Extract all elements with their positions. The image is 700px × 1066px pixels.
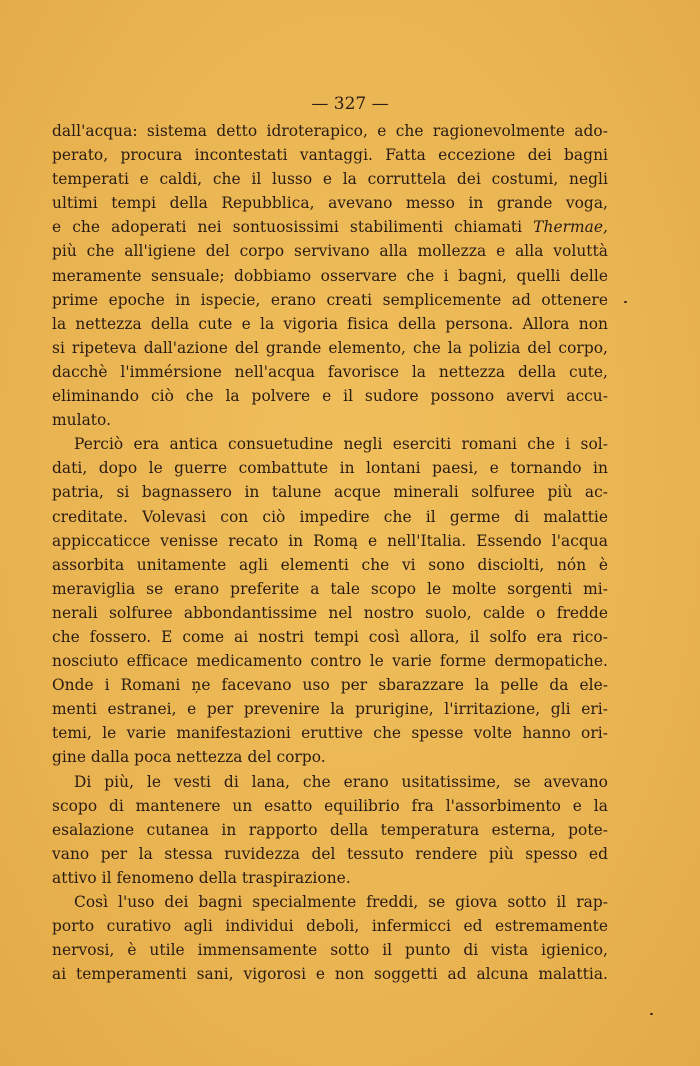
text-line-13: mulato. bbox=[52, 411, 112, 430]
text-line-23: nosciuto efficace medicamento contro le varie forme dermopatiche. bbox=[52, 652, 608, 671]
text-line-8: prime epoche in ispecie, erano creati semplicemente ad ottenere bbox=[52, 290, 608, 309]
text-line-12: eliminando ciò che la polvere e il sudore possono avervi accu- bbox=[52, 387, 608, 406]
text-line-16: patria, si bagnassero in talune acque minerali solfuree più ac- bbox=[52, 483, 608, 502]
text-line-14: Perciò era antica consuetudine negli eserciti romani che i sol- bbox=[74, 435, 608, 454]
text-line-34: porto curativo agli individui deboli, infermicci ed estremamente bbox=[52, 917, 608, 936]
text-line-31: vano per la stessa ruvidezza del tessuto rendere più spesso ed bbox=[52, 844, 608, 863]
text-line-18: appiccaticce venisse recato in Romą e nell'Italia. Essendo l'acqua bbox=[52, 531, 608, 550]
text-line-28: Di più, le vesti di lana, che erano usitatissime, se avevano bbox=[74, 772, 608, 791]
text-line-2: perato, procura incontestati vantaggi. Fatta eccezione dei bagni bbox=[52, 146, 608, 165]
text-line-27: gine dalla poca nettezza del corpo. bbox=[52, 748, 326, 767]
text-line-29: scopo di mantenere un esatto equilibrio fra l'assorbimento e la bbox=[52, 796, 608, 815]
text-line-9: la nettezza della cute e la vigoria fisica della persona. Allora non bbox=[52, 314, 608, 333]
text-line-21: nerali solfuree abbondantissime nel nostro suolo, calde o fredde bbox=[52, 603, 608, 622]
text-line-35: nervosi, è utile immensamente sotto il punto di vista igienico, bbox=[52, 941, 608, 960]
text-line-25: menti estranei, e per prevenire la prurigine, l'irritazione, gli eri- bbox=[52, 700, 608, 719]
text-line-6: più che all'igiene del corpo servivano alla mollezza e alla voluttà bbox=[52, 242, 608, 261]
page-number: — 327 — bbox=[311, 94, 389, 114]
text-line-33: Così l'uso dei bagni specialmente freddi, se giova sotto il rap- bbox=[74, 893, 608, 911]
text-line-36: ai temperamenti sani, vigorosi e non soggetti ad alcuna malattia. bbox=[52, 965, 608, 984]
text-line-1: dall'acqua: sistema detto idroterapico, e che ragionevolmente ado- bbox=[52, 122, 608, 140]
text-line-15: dati, dopo le guerre combattute in lontani paesi, e tornando in bbox=[52, 459, 608, 478]
text-line-4: ultimi tempi della Repubblica, avevano messo in grande voga, bbox=[52, 194, 608, 213]
italic-term-thermae: Thermae, bbox=[533, 218, 608, 237]
text-line-32: attivo il fenomeno della traspirazione. bbox=[52, 868, 351, 887]
body-text bbox=[52, 119, 608, 986]
text-line-22: che fossero. E come ai nostri tempi così allora, il solfo era rico- bbox=[52, 627, 608, 646]
text-line-10: si ripeteva dall'azione del grande elemento, che la polizia del corpo, bbox=[52, 338, 608, 357]
text-line-24: Onde i Romani ņe facevano uso per sbarazzare la pelle da ele- bbox=[52, 676, 608, 695]
text-line-17: creditate. Volevasi con ciò impedire che il germe di malattie bbox=[52, 507, 608, 526]
text-line-5 bbox=[52, 215, 608, 239]
text-line-30: esalazione cutanea in rapporto della temperatura esterna, pote- bbox=[52, 820, 608, 839]
text-line-20: meraviglia se erano preferite a tale scopo le molte sorgenti mi- bbox=[52, 579, 608, 598]
text-line-19: assorbita unitamente agli elementi che vi sono disciolti, nón è bbox=[52, 555, 608, 574]
text-line-26: temi, le varie manifestazioni eruttive che spesse volte hanno ori- bbox=[52, 724, 608, 743]
text-line-3: temperati e caldi, che il lusso e la corruttela dei costumi, negli bbox=[52, 170, 608, 189]
margin-speck bbox=[624, 301, 627, 303]
text-line-5-main: e che adoperati nei sontuosissimi stabilimenti chiamati bbox=[52, 218, 523, 237]
text-line-7: meramente sensuale; dobbiamo osservare che i bagni, quelli delle bbox=[52, 266, 608, 285]
margin-speck bbox=[650, 1013, 653, 1015]
text-line-11: dacchè l'immérsione nell'acqua favorisce la nettezza della cute, bbox=[52, 362, 608, 381]
